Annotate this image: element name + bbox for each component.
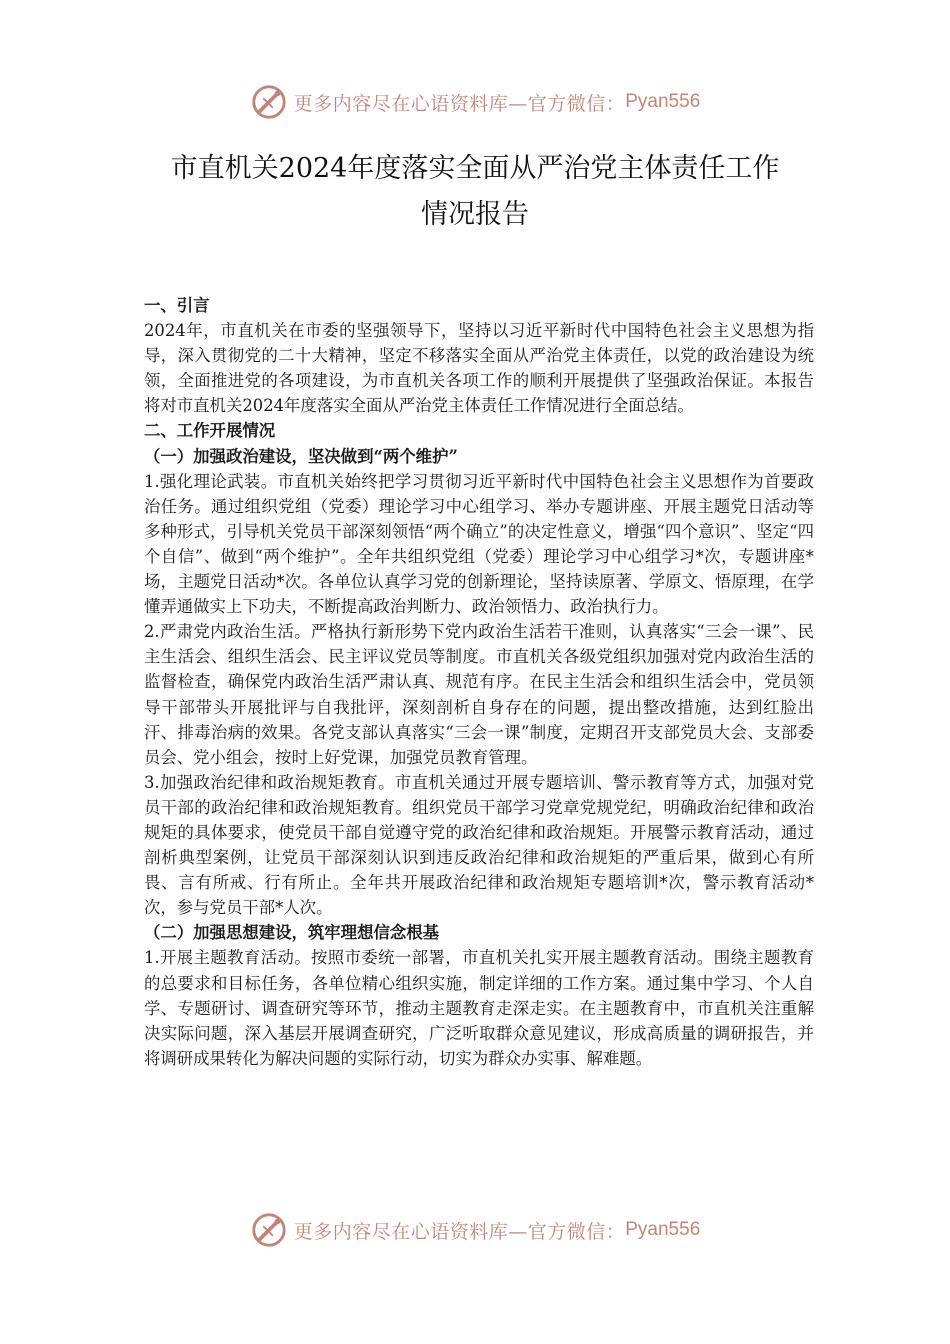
watermark-banner-bottom — [0, 1210, 950, 1250]
watermark-wechat-id: Pyan556 — [625, 1219, 701, 1240]
watermark-wechat-id: Pyan556 — [625, 91, 701, 112]
document-body — [144, 293, 814, 1071]
intro-paragraph: 2024年，市直机关在市委的坚强领导下，坚持以习近平新时代中国特色社会主义思想为指导，深入贯彻党的二十大精神，坚定不移落实全面从严治党主体责任，以党的政治建设为统领，全面推进党的各项建设，为市直机关各项工作的顺利开展提供了坚强政治保证。本报告将对市直机关2024年度落实全面从严治党主体责任工作情况进行全面总结。 — [144, 321, 814, 416]
paragraph-discipline: 3.加强政治纪律和政治规矩教育。市直机关通过开展专题培训、警示教育等方式，加强对党员干部的政治纪律和政治规矩教育。组织党员干部学习党章党规党纪，明确政治纪律和政治规矩的具体要求，使党员干部自觉遵守党的政治纪律和政治规矩。开展警示教育活动，通过剖析典型案例，让党员干部深刻认识到违反政治纪律和政治规矩的严重后果，做到心有所畏、言有所戒、行有所止。全年共开展政治纪律和政治规矩专题培训*次，警示教育活动*次，参与党员干部*人次。 — [144, 772, 814, 918]
paragraph-theory: 1.强化理论武装。市直机关始终把学习贯彻习近平新时代中国特色社会主义思想作为首要政治任务。通过组织党组（党委）理论学习中心组学习、举办专题讲座、开展主题党日活动等多种形式，引导机关党员干部深刻领悟“两个确立”的决定性意义，增强“四个意识”、坚定“四个自信”、做到“两个维护”。全年共组织党组（党委）理论学习中心组学习*次，专题讲座*场，主题党日活动*次。各单位认真学习党的创新理论，坚持读原著、学原文、悟原理，在学懂弄通做实上下功夫，不断提高政治判断力、政治领悟力、政治执行力。 — [144, 471, 814, 617]
paragraph-party-life: 2.严肃党内政治生活。严格执行新形势下党内政治生活若干准则，认真落实“三会一课”、民主生活会、组织生活会、民主评议党员等制度。市直机关各级党组织加强对党内政治生活的监督检查，确保党内政治生活严肃认真、规范有序。在民主生活会和组织生活会中，党员领导干部带头开展批评与自我批评，深刻剖析自身存在的问题，提出整改措施，达到红脸出汗、排毒治病的效果。各党支部认真落实“三会一课”制度，定期召开支部党员大会、支部委员会、党小组会，按时上好党课，加强党员教育管理。 — [144, 622, 814, 767]
title-line-1: 市直机关2024年度落实全面从严治党主体责任工作 — [170, 153, 780, 184]
subsection-heading-ideology: （二）加强思想建设，筑牢理想信念根基 — [144, 923, 440, 943]
quill-logo-icon — [250, 83, 288, 121]
watermark-banner-top — [0, 82, 950, 122]
watermark-text: 更多内容尽在心语资料库—官方微信： — [293, 1220, 626, 1243]
section-heading-work: 二、工作开展情况 — [144, 421, 276, 441]
section-heading-intro: 一、引言 — [144, 296, 210, 315]
document-title — [60, 146, 890, 238]
title-line-2: 情况报告 — [421, 199, 529, 230]
paragraph-education: 1.开展主题教育活动。按照市委统一部署，市直机关扎实开展主题教育活动。围绕主题教育的总要求和目标任务，各单位精心组织实施，制定详细的工作方案。通过集中学习、个人自学、专题研讨、调查研究等环节，推动主题教育走深走实。在主题教育中，市直机关注重解决实际问题，深入基层开展调查研究，广泛听取群众意见建议，形成高质量的调研报告，并将调研成果转化为解决问题的实际行动，切实为群众办实事、解难题。 — [144, 948, 814, 1068]
quill-logo-icon — [250, 1211, 288, 1249]
watermark-text: 更多内容尽在心语资料库—官方微信： — [293, 92, 626, 115]
subsection-heading-political: （一）加强政治建设，坚决做到“两个维护” — [144, 446, 458, 466]
